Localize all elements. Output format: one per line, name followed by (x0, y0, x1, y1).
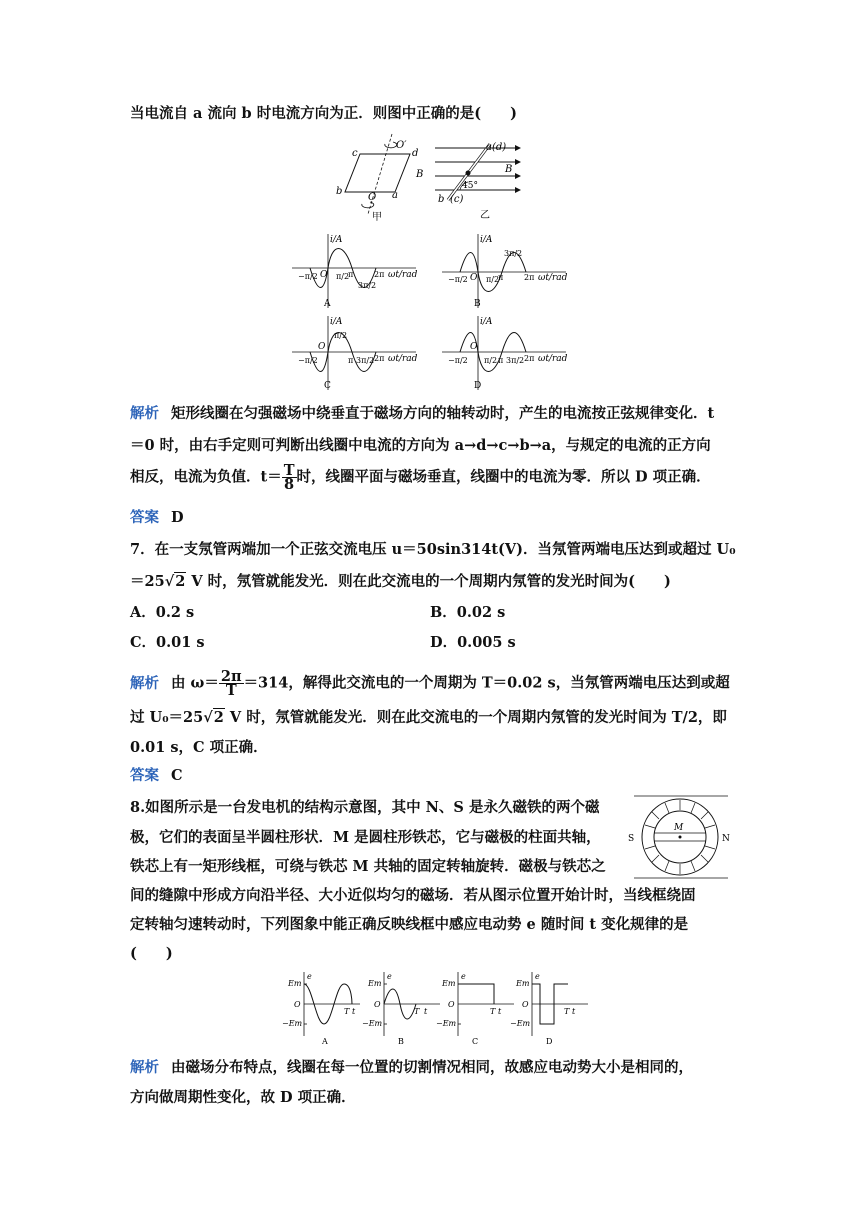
axis-e: e (387, 972, 392, 981)
graph-8a (282, 970, 364, 1046)
tick-2pi: 2π (524, 354, 535, 363)
tick-half-pi: π/2 (334, 331, 348, 340)
figure-generator (628, 794, 732, 880)
axis-x: ωt/rad (538, 273, 568, 283)
fraction-2pi-t: $\frac{2\pi}{T}$ (220, 668, 242, 699)
q8-line2: 极，它们的表面呈半圆柱形状．M 是圆柱形铁芯，它与磁极的柱面共轴， (130, 829, 601, 846)
caption-b: B (474, 299, 481, 309)
tick-neg-half-pi: −π/2 (448, 356, 468, 365)
label-neg-em: −Em (362, 1019, 383, 1028)
axis-y: i/A (330, 317, 343, 327)
tick-neg-half-pi: −π/2 (448, 275, 468, 284)
analysis-tag: 解析 (130, 405, 159, 422)
label-o: O (368, 192, 377, 203)
label-d: d (412, 148, 419, 159)
tick-o: O (320, 270, 328, 280)
label-o: O (294, 1000, 301, 1009)
graph-6b (438, 230, 578, 310)
label-b: b (336, 186, 343, 197)
caption-c: C (472, 1037, 479, 1046)
graph-6c (288, 312, 428, 392)
fraction-t-8: $\frac{T}{8}$ (283, 462, 295, 493)
tick-3half-pi: 3π/2 (356, 356, 375, 365)
q6-analysis-line2: ＝0 时，由右手定则可判断出线圈中电流的方向为 a→d→c→b→a，与规定的电流的正方向 (130, 437, 711, 454)
q7-line2: ＝25√2 V 时，氖管就能发光．则在此交流电的一个周期内氖管的发光时间为( ) (130, 573, 671, 590)
caption-d: D (474, 381, 482, 391)
tick-pi: π (348, 356, 354, 365)
label-t-period: T (564, 1007, 570, 1016)
axis-e: e (535, 972, 540, 981)
q6-tail-text: 当电流自 a 流向 b 时电流方向为正．则图中正确的是( ) (130, 105, 517, 122)
tick-half-pi: π/2 (484, 356, 498, 365)
graph-6d (438, 312, 578, 392)
q7-option-a[interactable]: A．0.2 s (130, 604, 195, 621)
tick-2pi: 2π (374, 354, 385, 363)
label-t: t (572, 1007, 576, 1016)
caption-d: D (546, 1037, 553, 1046)
caption-a: A (324, 299, 331, 309)
label-b-yi: b (438, 194, 445, 205)
q8-analysis-line2: 方向做周期性变化，故 D 项正确． (130, 1089, 356, 1106)
caption-jia: 甲 (372, 212, 382, 222)
q8-line1: 8.如图所示是一台发电机的结构示意图，其中 N、S 是永久磁铁的两个磁 (130, 799, 600, 816)
caption-yi: 乙 (480, 210, 490, 221)
label-t-period: T (344, 1007, 350, 1016)
label-b-field-yi: B (505, 164, 513, 175)
label-neg-em: −Em (436, 1019, 457, 1028)
tick-pi: π (498, 273, 504, 282)
graph-8b (362, 970, 444, 1046)
label-t-period: T (490, 1007, 496, 1016)
q7-analysis-line2: 过 U₀＝25√2 V 时，氖管就能发光．则在此交流电的一个周期内氖管的发光时间为 T/2，即 (130, 709, 727, 726)
q8-line6: ( ) (130, 945, 173, 962)
q7-line1: 7．在一支氖管两端加一个正弦交流电压 u＝50sin314t(V)．当氖管两端电压达到或超过 U₀ (130, 541, 736, 558)
tick-2pi: 2π (374, 270, 385, 279)
tick-2pi: 2π (524, 273, 535, 282)
graph-8c (436, 970, 518, 1046)
q7-option-b[interactable]: B．0.02 s (430, 604, 506, 621)
q6-analysis-line1: 解析 矩形线圈在匀强磁场中绕垂直于磁场方向的轴转动时，产生的电流按正弦规律变化．t (130, 405, 715, 422)
label-o-prime: O′ (396, 140, 407, 151)
tick-o: O (470, 273, 478, 283)
tick-o: O (318, 342, 326, 352)
answer-tag: 答案 (130, 767, 159, 784)
q8-analysis-line1: 解析 由磁场分布特点，线圈在每一位置的切割情况相同，故感应电动势大小是相同的， (130, 1059, 693, 1076)
label-o: O (448, 1000, 455, 1009)
q6-answer: 答案 D (130, 509, 184, 526)
label-o: O (522, 1000, 529, 1009)
tick-neg-half-pi: −π/2 (298, 272, 318, 281)
label-neg-em: −Em (282, 1019, 303, 1028)
label-neg-em: −Em (510, 1019, 531, 1028)
label-b-field: B (416, 169, 424, 180)
q7-analysis-line3: 0.01 s，C 项正确． (130, 739, 268, 756)
label-45: 45° (462, 181, 478, 191)
label-c: c (352, 148, 358, 159)
graph-6a (288, 230, 428, 310)
tick-3half-pi: 3π/2 (506, 356, 525, 365)
figure-jia (330, 132, 430, 222)
analysis-tag: 解析 (130, 1059, 159, 1076)
label-em: Em (516, 979, 530, 988)
analysis-tag: 解析 (130, 674, 159, 692)
label-s: S (628, 834, 635, 844)
axis-e: e (461, 972, 466, 981)
q6-analysis-line3: 相反，电流为负值．t＝ $\frac{T}{8}$ 时，线圈平面与磁场垂直，线圈中的电流为零．所以 D 项正确． (130, 462, 711, 493)
label-m: M (674, 823, 684, 833)
label-t: t (352, 1007, 356, 1016)
q8-line3: 铁芯上有一矩形线框，可绕与铁芯 M 共轴的固定转轴旋转．磁极与铁芯之 (130, 858, 606, 875)
label-em: Em (368, 979, 382, 988)
tick-o: O (470, 342, 478, 352)
q7-answer: 答案 C (130, 767, 183, 784)
axis-y: i/A (330, 235, 343, 245)
graph-8d (510, 970, 592, 1046)
axis-y: i/A (480, 317, 493, 327)
tick-half-pi: π/2 (486, 275, 500, 284)
q7-option-d[interactable]: D．0.005 s (430, 634, 516, 651)
answer-tag: 答案 (130, 509, 159, 526)
label-ad: a(d) (486, 142, 507, 153)
tick-neg-half-pi: −π/2 (298, 356, 318, 365)
q8-line4: 间的缝隙中形成方向沿半径、大小近似均匀的磁场．若从图示位置开始计时，当线框绕固 (130, 887, 696, 904)
q8-line5: 定转轴匀速转动时，下列图象中能正确反映线框中感应电动势 e 随时间 t 变化规律的是 (130, 916, 689, 933)
tick-pi: π (498, 356, 504, 365)
figure-yi (430, 140, 530, 222)
label-c-yi: (c) (450, 194, 464, 205)
axis-x: ωt/rad (388, 270, 418, 280)
label-t-period: T (414, 1007, 420, 1016)
caption-c: C (324, 381, 331, 391)
caption-b: B (398, 1037, 404, 1046)
axis-y: i/A (480, 235, 493, 245)
tick-pi: π (348, 270, 354, 279)
axis-e: e (307, 972, 312, 981)
tick-3half-pi: 3π/2 (504, 249, 523, 258)
axis-x: ωt/rad (388, 354, 418, 364)
caption-a: A (322, 1037, 328, 1046)
q7-option-c[interactable]: C．0.01 s (130, 634, 205, 651)
tick-half-pi: π/2 (336, 272, 350, 281)
label-em: Em (288, 979, 302, 988)
label-a: a (392, 190, 398, 201)
label-t: t (498, 1007, 502, 1016)
tick-3half-pi: 3π/2 (358, 281, 377, 290)
label-t: t (424, 1007, 428, 1016)
axis-x: ωt/rad (538, 354, 568, 364)
label-o: O (374, 1000, 381, 1009)
label-n: N (722, 834, 730, 844)
label-em: Em (442, 979, 456, 988)
q7-analysis-line1: 解析 由 ω＝ $\frac{2\pi}{T}$ ＝314，解得此交流电的一个周期为 T＝0.02 s，当氖管两端电压达到或超 (130, 668, 730, 699)
